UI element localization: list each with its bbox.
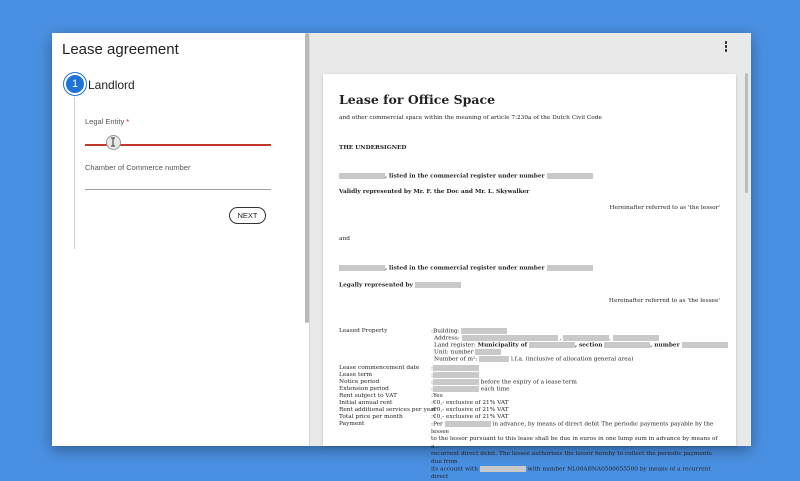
document-page — [323, 74, 736, 480]
coc-number-underline — [85, 189, 271, 190]
document-subtitle: and other commercial space within the meaning of article 7:230a of the Dutch Civil Code — [339, 115, 602, 121]
lease-row-value: :€0,- exclusive of 21% VAT — [431, 400, 509, 406]
step-number-badge: 1 — [66, 75, 84, 93]
lease-row-label: Extension period — [339, 386, 389, 392]
lease-row-label: Notice period — [339, 379, 380, 385]
party1-represented: Validly represented by Mr. F. the Doc and Mr. L. Skywalker — [339, 189, 530, 195]
payment-text: :Per in advance, by means of direct debit The periodic payments payable by the lessee to the lessor pursuant to this lease shall be due in euros in one lump sum in advance by means of a recurrent direct debit. The lessee authorises the lessor hereby to collect the periodic payments due from its account with with number NL00ABNA0500055500 by means of a recurrent direct — [431, 421, 718, 480]
party1-listed: , listed in the commercial register under number — [339, 173, 593, 180]
document-scrollbar[interactable] — [745, 73, 748, 193]
property-address: Address: , , — [434, 335, 659, 342]
lease-row-value — [431, 365, 479, 372]
lease-row-value: each time — [431, 386, 510, 393]
property-unit: Unit: number — [434, 349, 501, 356]
form-panel — [52, 33, 308, 446]
payment-label: Payment — [339, 421, 365, 427]
party2-referred: Hereinafter referred to as 'the lessee' — [608, 298, 720, 304]
lease-row-value: :€0,- exclusive of 21% VAT — [431, 414, 509, 420]
document-preview-panel — [310, 33, 751, 480]
lease-row-label: Rent subject to VAT — [339, 393, 397, 399]
coc-number-label: Chamber of Commerce number — [85, 163, 191, 172]
more-options-icon[interactable] — [723, 41, 729, 55]
next-button[interactable]: NEXT — [229, 207, 266, 224]
party1-referred: Hereinafter referred to as 'the lessor' — [609, 205, 720, 211]
coc-number-input[interactable] — [85, 175, 271, 187]
and-text: and — [339, 236, 350, 242]
text-cursor-icon — [106, 135, 121, 150]
lease-row-label: Rent additional services per year — [339, 407, 437, 413]
property-land-register: Land register: Municipality of , section , number — [434, 342, 728, 349]
property-area: Number of m²: l.f.a. (inclusive of allocation general area) — [434, 356, 634, 363]
lease-row-value: :€0,- exclusive of 21% VAT — [431, 407, 509, 413]
lease-row-value: before the expiry of a lease term — [431, 379, 577, 386]
property-label: Leased Property — [339, 328, 388, 334]
party2-listed: , listed in the commercial register under number — [339, 265, 593, 272]
party2-represented: Legally represented by — [339, 282, 461, 289]
lease-row-label: Initial annual rent — [339, 400, 393, 406]
lease-row-label: Total price per month — [339, 414, 403, 420]
lease-row-label: Lease commencement date — [339, 365, 420, 371]
legal-entity-label: Legal Entity * — [85, 117, 130, 126]
undersigned-heading: THE UNDERSIGNED — [339, 145, 407, 151]
document-title: Lease for Office Space — [339, 92, 496, 107]
lease-row-value — [431, 372, 479, 379]
app-title: Lease agreement — [62, 41, 179, 58]
lease-row-value: :Yes — [431, 393, 443, 399]
lease-row-label: Lease term — [339, 372, 373, 378]
app-window — [52, 33, 751, 480]
property-building: :Building: — [431, 328, 507, 335]
stepper-line — [74, 97, 75, 249]
step-label: Landlord — [88, 78, 135, 92]
